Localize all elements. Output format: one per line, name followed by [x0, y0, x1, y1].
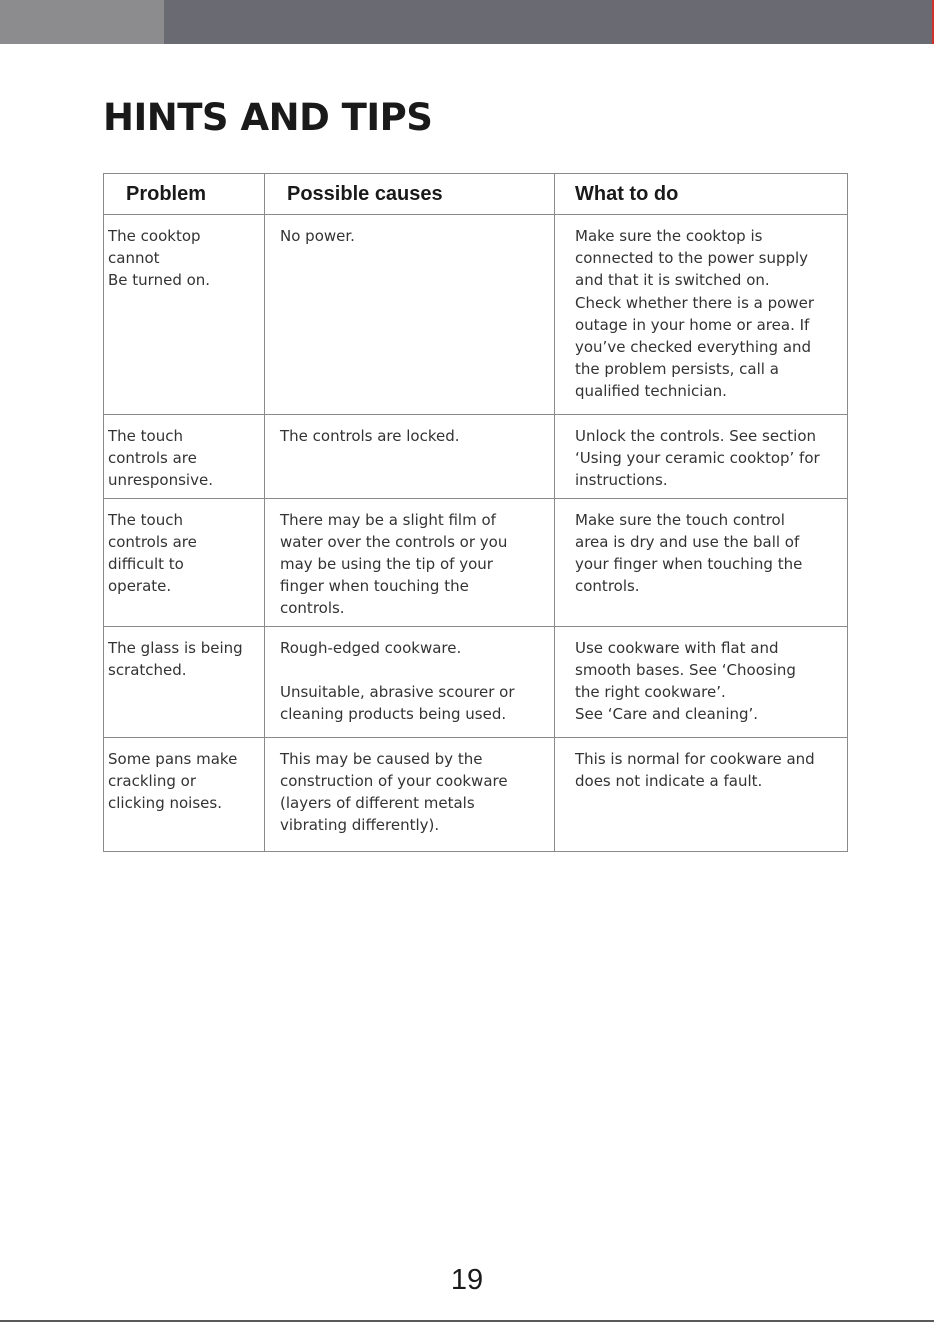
- cause-text: No power.: [280, 227, 355, 245]
- problem-cell: [104, 737, 265, 851]
- problem-text: Some pans make crackling or clicking noises.: [108, 749, 238, 813]
- table-row: [104, 498, 848, 626]
- cause-text: Unsuitable, abrasive scourer or cleaning products being used.: [280, 682, 515, 724]
- table-row: [104, 626, 848, 737]
- header-possible-causes: Possible causes: [265, 174, 555, 215]
- action-text: Make sure the touch control area is dry and use the ball of your finger when touching the controls.: [575, 510, 803, 596]
- cause-text: Rough-edged cookware.: [280, 638, 462, 657]
- page-title: HINTS AND TIPS: [103, 96, 433, 139]
- causes-cell: [265, 415, 555, 499]
- header-bar: [0, 0, 934, 44]
- causes-cell: [265, 498, 555, 626]
- causes-cell: [265, 215, 555, 415]
- action-cell: [555, 498, 848, 626]
- cause-text: The controls are locked.: [280, 427, 460, 445]
- cause-text: This may be caused by the construction of your cookware (layers of different metals vibrating differently).: [280, 749, 508, 835]
- cause-text: There may be a slight film of water over the controls or you may be using the tip of your finger when touching the controls.: [280, 510, 508, 618]
- action-cell: [555, 415, 848, 499]
- table-row: [104, 415, 848, 499]
- problem-cell: [104, 498, 265, 626]
- table-row: [104, 215, 848, 415]
- problem-text: The touch controls are difficult to operate.: [108, 510, 197, 596]
- problem-cell: [104, 626, 265, 737]
- header-problem: Problem: [104, 174, 265, 215]
- page-number: 19: [450, 1264, 484, 1296]
- table-row: [104, 737, 848, 851]
- action-text: Use cookware with flat and smooth bases. See ‘Choosing the right cookware’. See ‘Care and cleaning’.: [575, 638, 796, 724]
- problem-cell: [104, 415, 265, 499]
- hints-table: [103, 173, 848, 852]
- problem-cell: [104, 215, 265, 415]
- action-cell: [555, 215, 848, 415]
- table-header-row: [104, 174, 848, 215]
- causes-cell: [265, 626, 555, 737]
- problem-text: The touch controls are unresponsive.: [108, 427, 213, 490]
- action-cell: [555, 626, 848, 737]
- problem-text: The cooktop cannot Be turned on.: [108, 227, 211, 290]
- header-what-to-do: What to do: [555, 174, 848, 215]
- header-bar-accent: [0, 0, 164, 44]
- problem-text: The glass is being scratched.: [108, 638, 243, 679]
- causes-cell: [265, 737, 555, 851]
- footer-rule: [0, 1320, 934, 1322]
- action-text: This is normal for cookware and does not indicate a fault.: [575, 749, 815, 790]
- action-text: Make sure the cooktop is connected to the power supply and that it is switched on. Check whether there is a power outage in your home or area. If you’ve checked everything and the problem persists, call a qualified technician.: [575, 227, 814, 401]
- action-text: Unlock the controls. See section ‘Using your ceramic cooktop’ for instructions.: [575, 427, 820, 490]
- action-cell: [555, 737, 848, 851]
